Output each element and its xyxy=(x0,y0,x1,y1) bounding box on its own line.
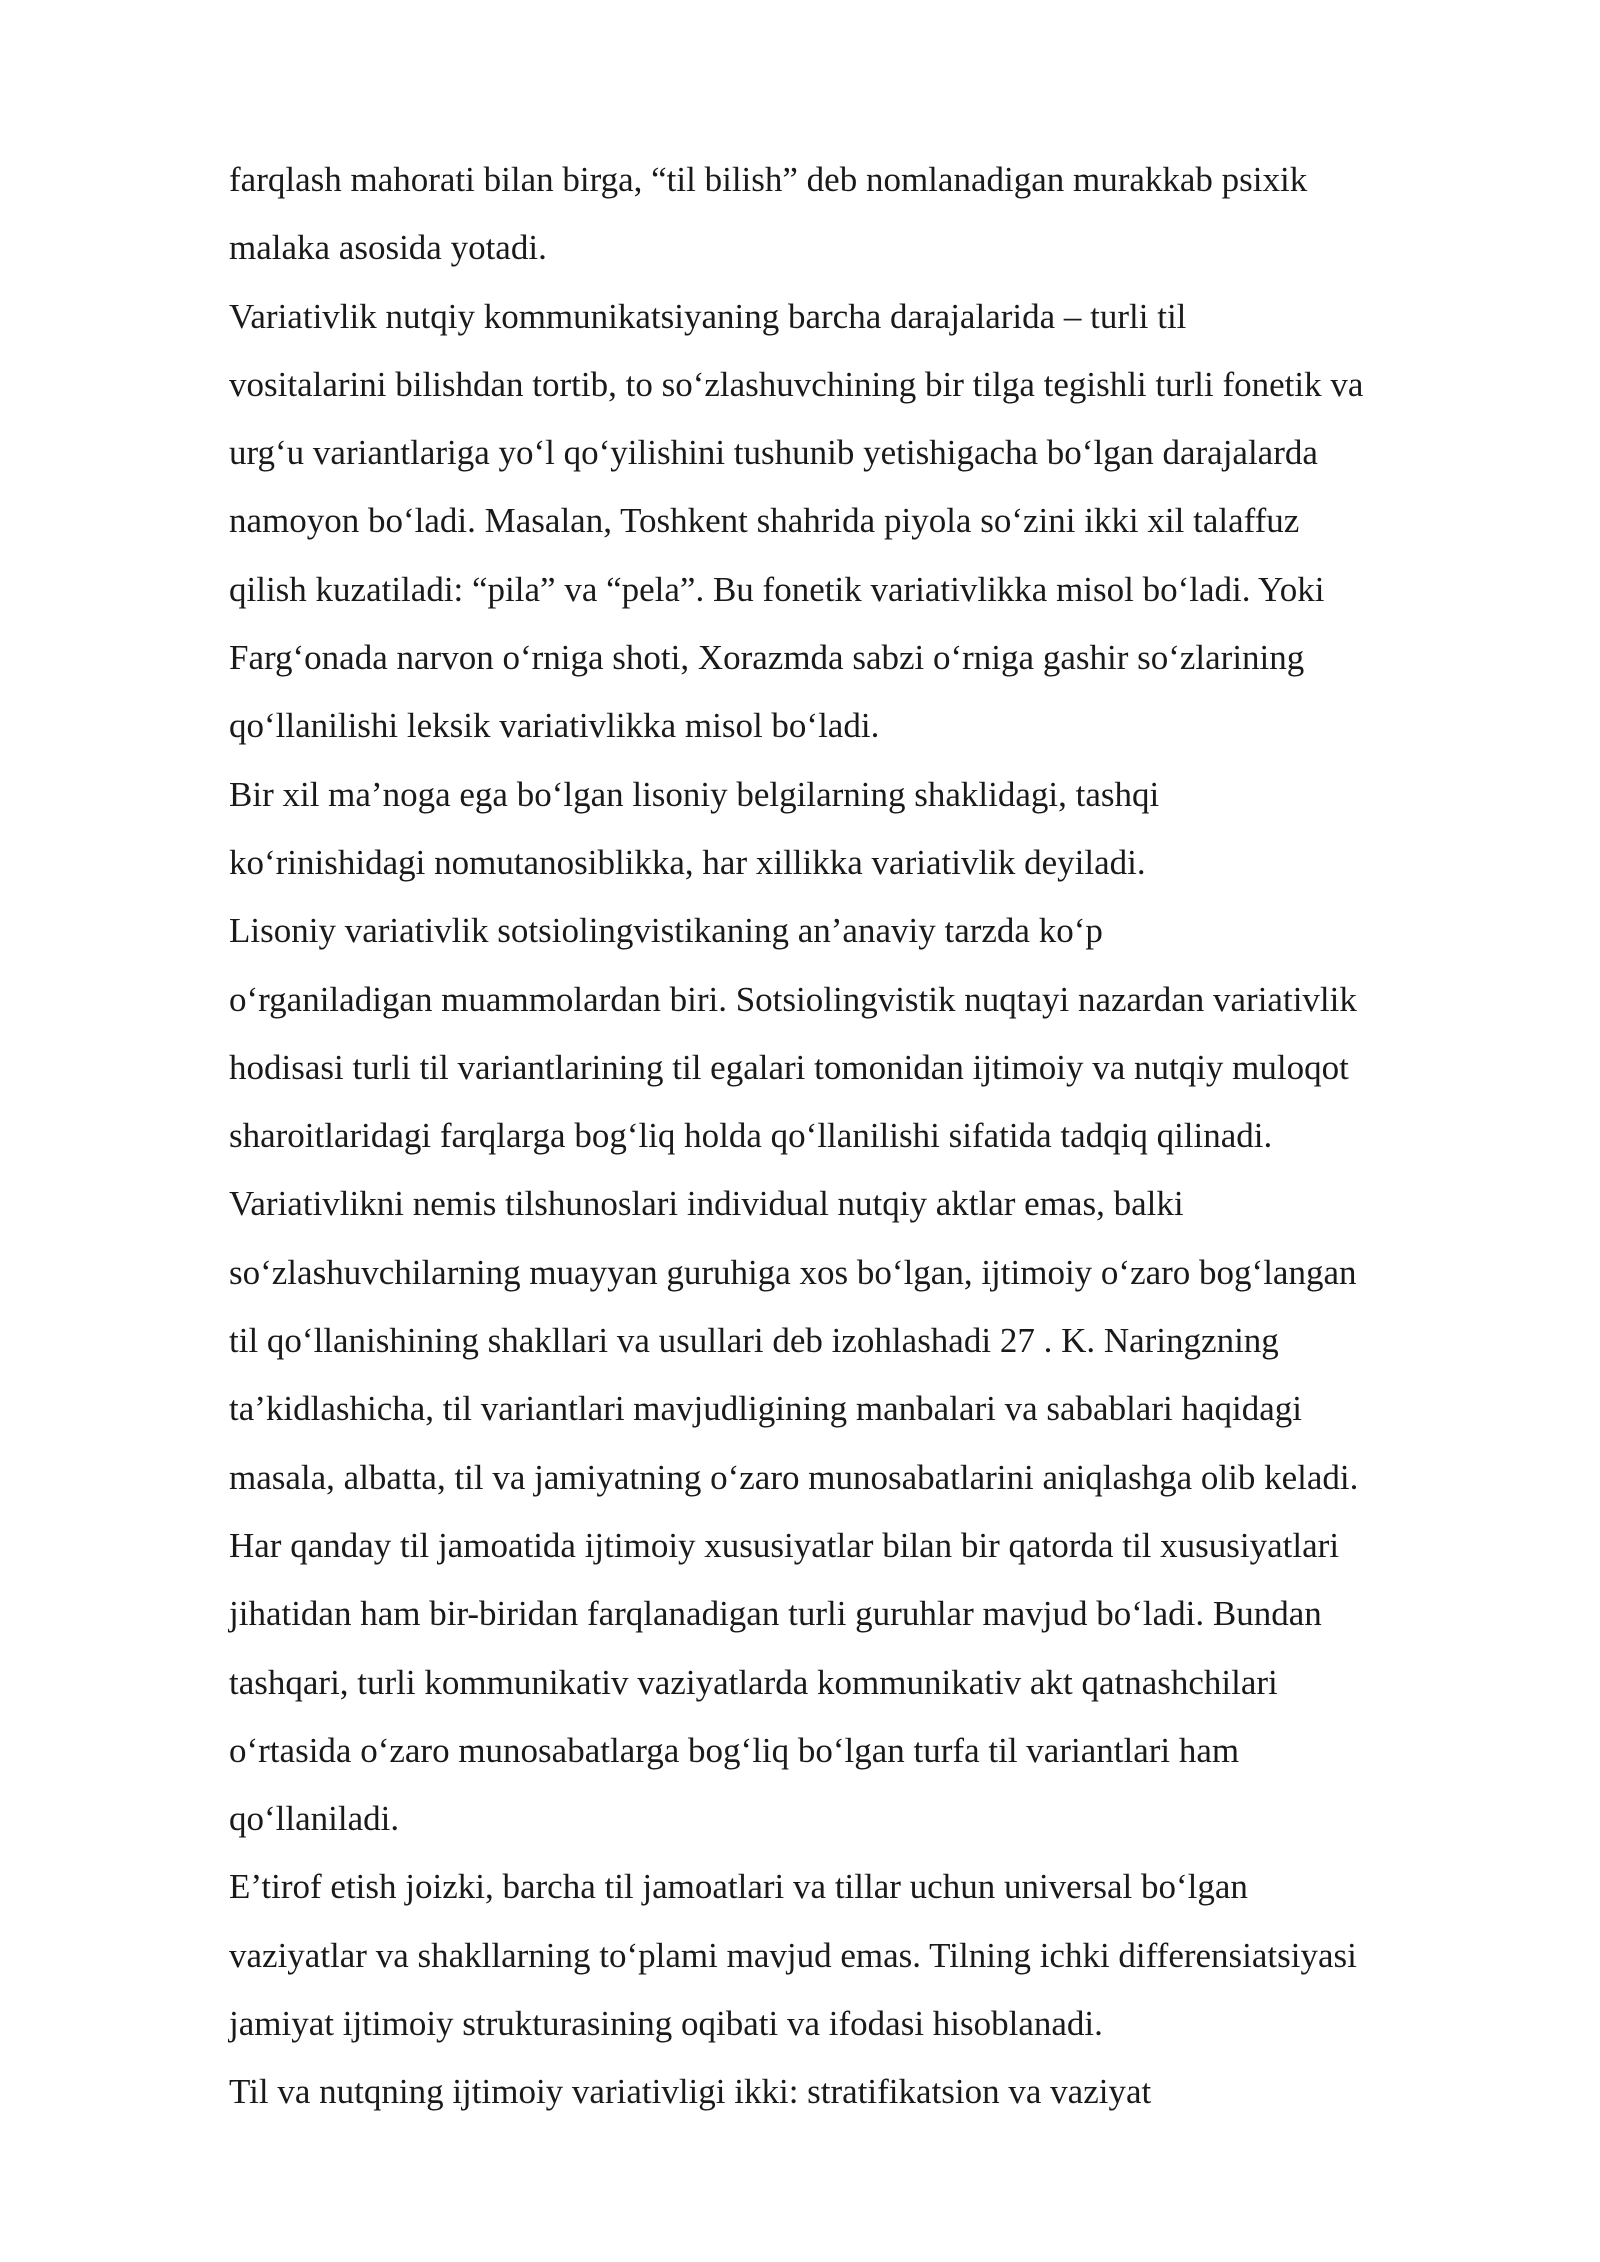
text-line: so‘zlashuvchilarning muayyan guruhiga xos bo‘lgan, ijtimoiy o‘zaro bog‘langan xyxy=(229,1252,1357,1292)
text-line: jamiyat ijtimoiy strukturasining oqibati va ifodasi hisoblanadi. xyxy=(229,2004,1103,2044)
text-line: Bir xil ma’noga ega bo‘lgan lisoniy belgilarning shaklidagi, tashqi xyxy=(229,774,1160,814)
text-line: ta’kidlashicha, til variantlari mavjudligining manbalari va sabablari haqidagi xyxy=(229,1389,1302,1429)
text-line: namoyon bo‘ladi. Masalan, Toshkent shahrida piyola so‘zini ikki xil talaffuz xyxy=(229,501,1300,541)
text-line: E’tirof etish joizki, barcha til jamoatlari va tillar uchun universal bo‘lgan xyxy=(229,1867,1248,1907)
body-text xyxy=(229,146,1469,2127)
text-line: Variativlik nutqiy kommunikatsiyaning barcha darajalarida – turli til xyxy=(229,296,1187,336)
text-line: sharoitlaridagi farqlarga bog‘liq holda qo‘llanilishi sifatida tadqiq qilinadi. xyxy=(229,1116,1273,1156)
text-line: hodisasi turli til variantlarining til egalari tomonidan ijtimoiy va nutqiy muloqot xyxy=(229,1047,1349,1087)
text-line: jihatidan ham bir-biridan farqlanadigan turli guruhlar mavjud bo‘ladi. Bundan xyxy=(229,1594,1322,1634)
text-line: malaka asosida yotadi. xyxy=(229,228,547,268)
text-line: Farg‘onada narvon o‘rniga shoti, Xorazmda sabzi o‘rniga gashir so‘zlarining xyxy=(229,638,1305,678)
text-line: farqlash mahorati bilan birga, “til bilish” deb nomlanadigan murakkab psixik xyxy=(229,160,1308,199)
text-line: o‘rganiladigan muammolardan biri. Sotsiolingvistik nuqtayi nazardan variativlik xyxy=(229,979,1357,1019)
text-line: o‘rtasida o‘zaro munosabatlarga bog‘liq bo‘lgan turfa til variantlari ham xyxy=(229,1730,1240,1770)
text-line: Variativlikni nemis tilshunoslari individual nutqiy aktlar emas, balki xyxy=(229,1184,1184,1224)
text-line: vaziyatlar va shakllarning to‘plami mavjud emas. Tilning ichki differensiatsiyasi xyxy=(229,1935,1357,1975)
text-line: ko‘rinishidagi nomutanosiblikka, har xillikka variativlik deyiladi. xyxy=(229,842,1146,882)
text-line: qilish kuzatiladi: “pila” va “pela”. Bu fonetik variativlikka misol bo‘ladi. Yoki xyxy=(229,569,1325,609)
text-line: qo‘llanilishi leksik variativlikka misol bo‘ladi. xyxy=(229,706,880,746)
text-line: masala, albatta, til va jamiyatning o‘zaro munosabatlarini aniqlashga olib keladi. xyxy=(229,1457,1359,1497)
text-line: Har qanday til jamoatida ijtimoiy xususiyatlar bilan bir qatorda til xususiyatlari xyxy=(229,1525,1340,1565)
text-line: qo‘llaniladi. xyxy=(229,1799,400,1839)
text-line: vositalarini bilishdan tortib, to so‘zlashuvchining bir tilga tegishli turli fonetik va xyxy=(229,364,1364,404)
text-line: Lisoniy variativlik sotsiolingvistikaning an’anaviy tarzda ko‘p xyxy=(229,911,1103,951)
text-line: Til va nutqning ijtimoiy variativligi ikki: stratifikatsion va vaziyat xyxy=(229,2072,1152,2112)
text-line: urg‘u variantlariga yo‘l qo‘yilishini tushunib yetishigacha bo‘lgan darajalarda xyxy=(229,433,1318,473)
text-line: til qo‘llanishining shakllari va usullari deb izohlashadi 27 . K. Naringzning xyxy=(229,1321,1279,1361)
text-line: tashqari, turli kommunikativ vaziyatlarda kommunikativ akt qatnashchilari xyxy=(229,1662,1278,1702)
